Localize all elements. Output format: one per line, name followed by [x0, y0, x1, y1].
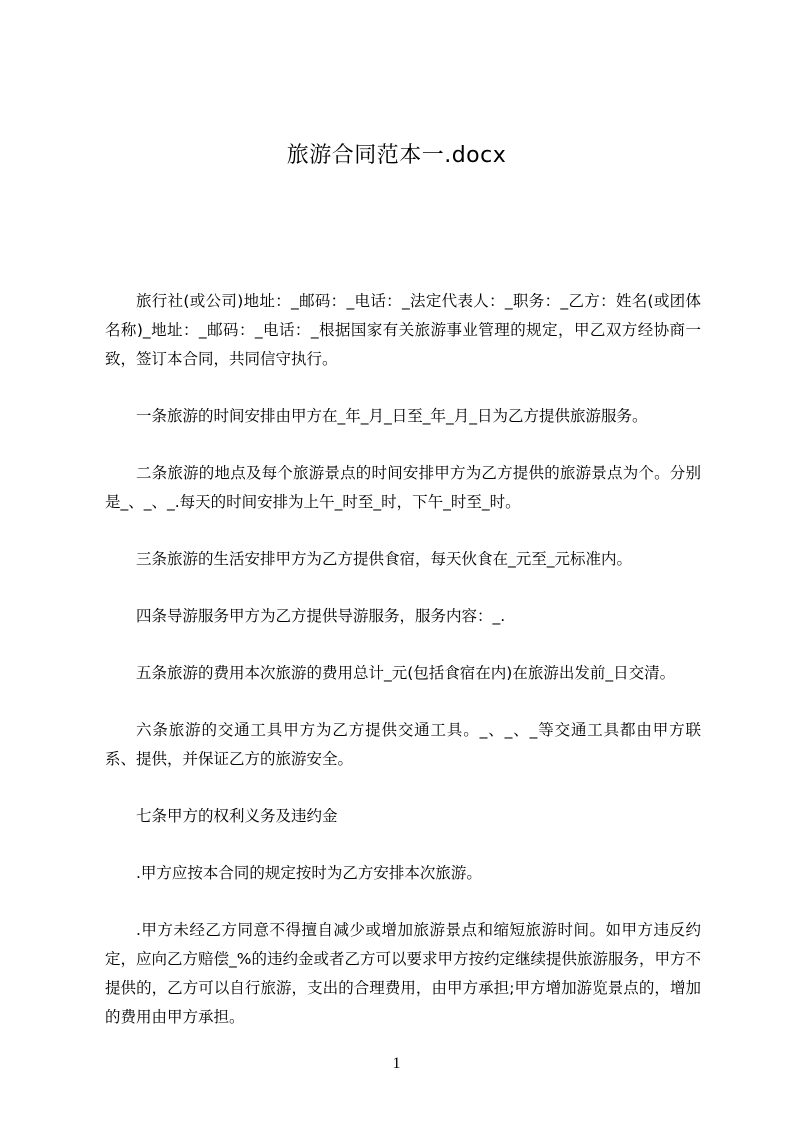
paragraph-gap	[105, 517, 701, 545]
paragraph-gap	[105, 631, 701, 659]
paragraph-clause-1: .甲方应按本合同的规定按时为乙方安排本次旅游。	[136, 864, 482, 882]
paragraph-gap	[105, 431, 701, 459]
paragraph-preamble: 旅行社(或公司)地址：_邮码：_电话：_法定代表人：_职务：_乙方：姓名(或团体名称)_地址：_邮码：_电话：_根据国家有关旅游事业管理的规定，甲乙双方经协商一致，签订本合同，共同信守执行。	[105, 292, 701, 368]
paragraph-gap	[105, 688, 701, 716]
paragraph-gap	[105, 831, 701, 859]
document-title: 旅游合同范本一.docx	[286, 143, 507, 168]
paragraph-article-4: 四条导游服务甲方为乙方提供导游服务，服务内容：_.	[136, 607, 506, 625]
page-number: 1	[392, 1055, 401, 1072]
paragraph-gap	[105, 374, 701, 402]
paragraph-gap	[105, 888, 701, 916]
paragraph-article-1: 一条旅游的时间安排由甲方在_年_月_日至_年_月_日为乙方提供旅游服务。	[136, 407, 648, 425]
paragraph-article-2: 二条旅游的地点及每个旅游景点的时间安排甲方为乙方提供的旅游景点为个。分别是_、_、_.每天的时间安排为上午_时至_时，下午_时至_时。	[105, 464, 701, 511]
document-body	[105, 287, 701, 1032]
paragraph-article-5: 五条旅游的费用本次旅游的费用总计_元(包括食宿在内)在旅游出发前_日交清。	[136, 664, 676, 682]
paragraph-article-3: 三条旅游的生活安排甲方为乙方提供食宿，每天伙食在_元至_元标准内。	[136, 550, 633, 568]
paragraph-clause-2: .甲方未经乙方同意不得擅自减少或增加旅游景点和缩短旅游时间。如甲方违反约定，应向乙方赔偿_%的违约金或者乙方可以要求甲方按约定继续提供旅游服务，甲方不提供的，乙方可以自行旅游，支出的合理费用，由甲方承担;甲方增加游览景点的，增加的费用由甲方承担。	[105, 921, 701, 1026]
paragraph-article-7-heading: 七条甲方的权利义务及违约金	[136, 807, 338, 825]
paragraph-article-6: 六条旅游的交通工具甲方为乙方提供交通工具。_、_、_等交通工具都由甲方联系、提供，并保证乙方的旅游安全。	[105, 721, 701, 768]
paragraph-gap	[105, 574, 701, 602]
paragraph-gap	[105, 774, 701, 802]
